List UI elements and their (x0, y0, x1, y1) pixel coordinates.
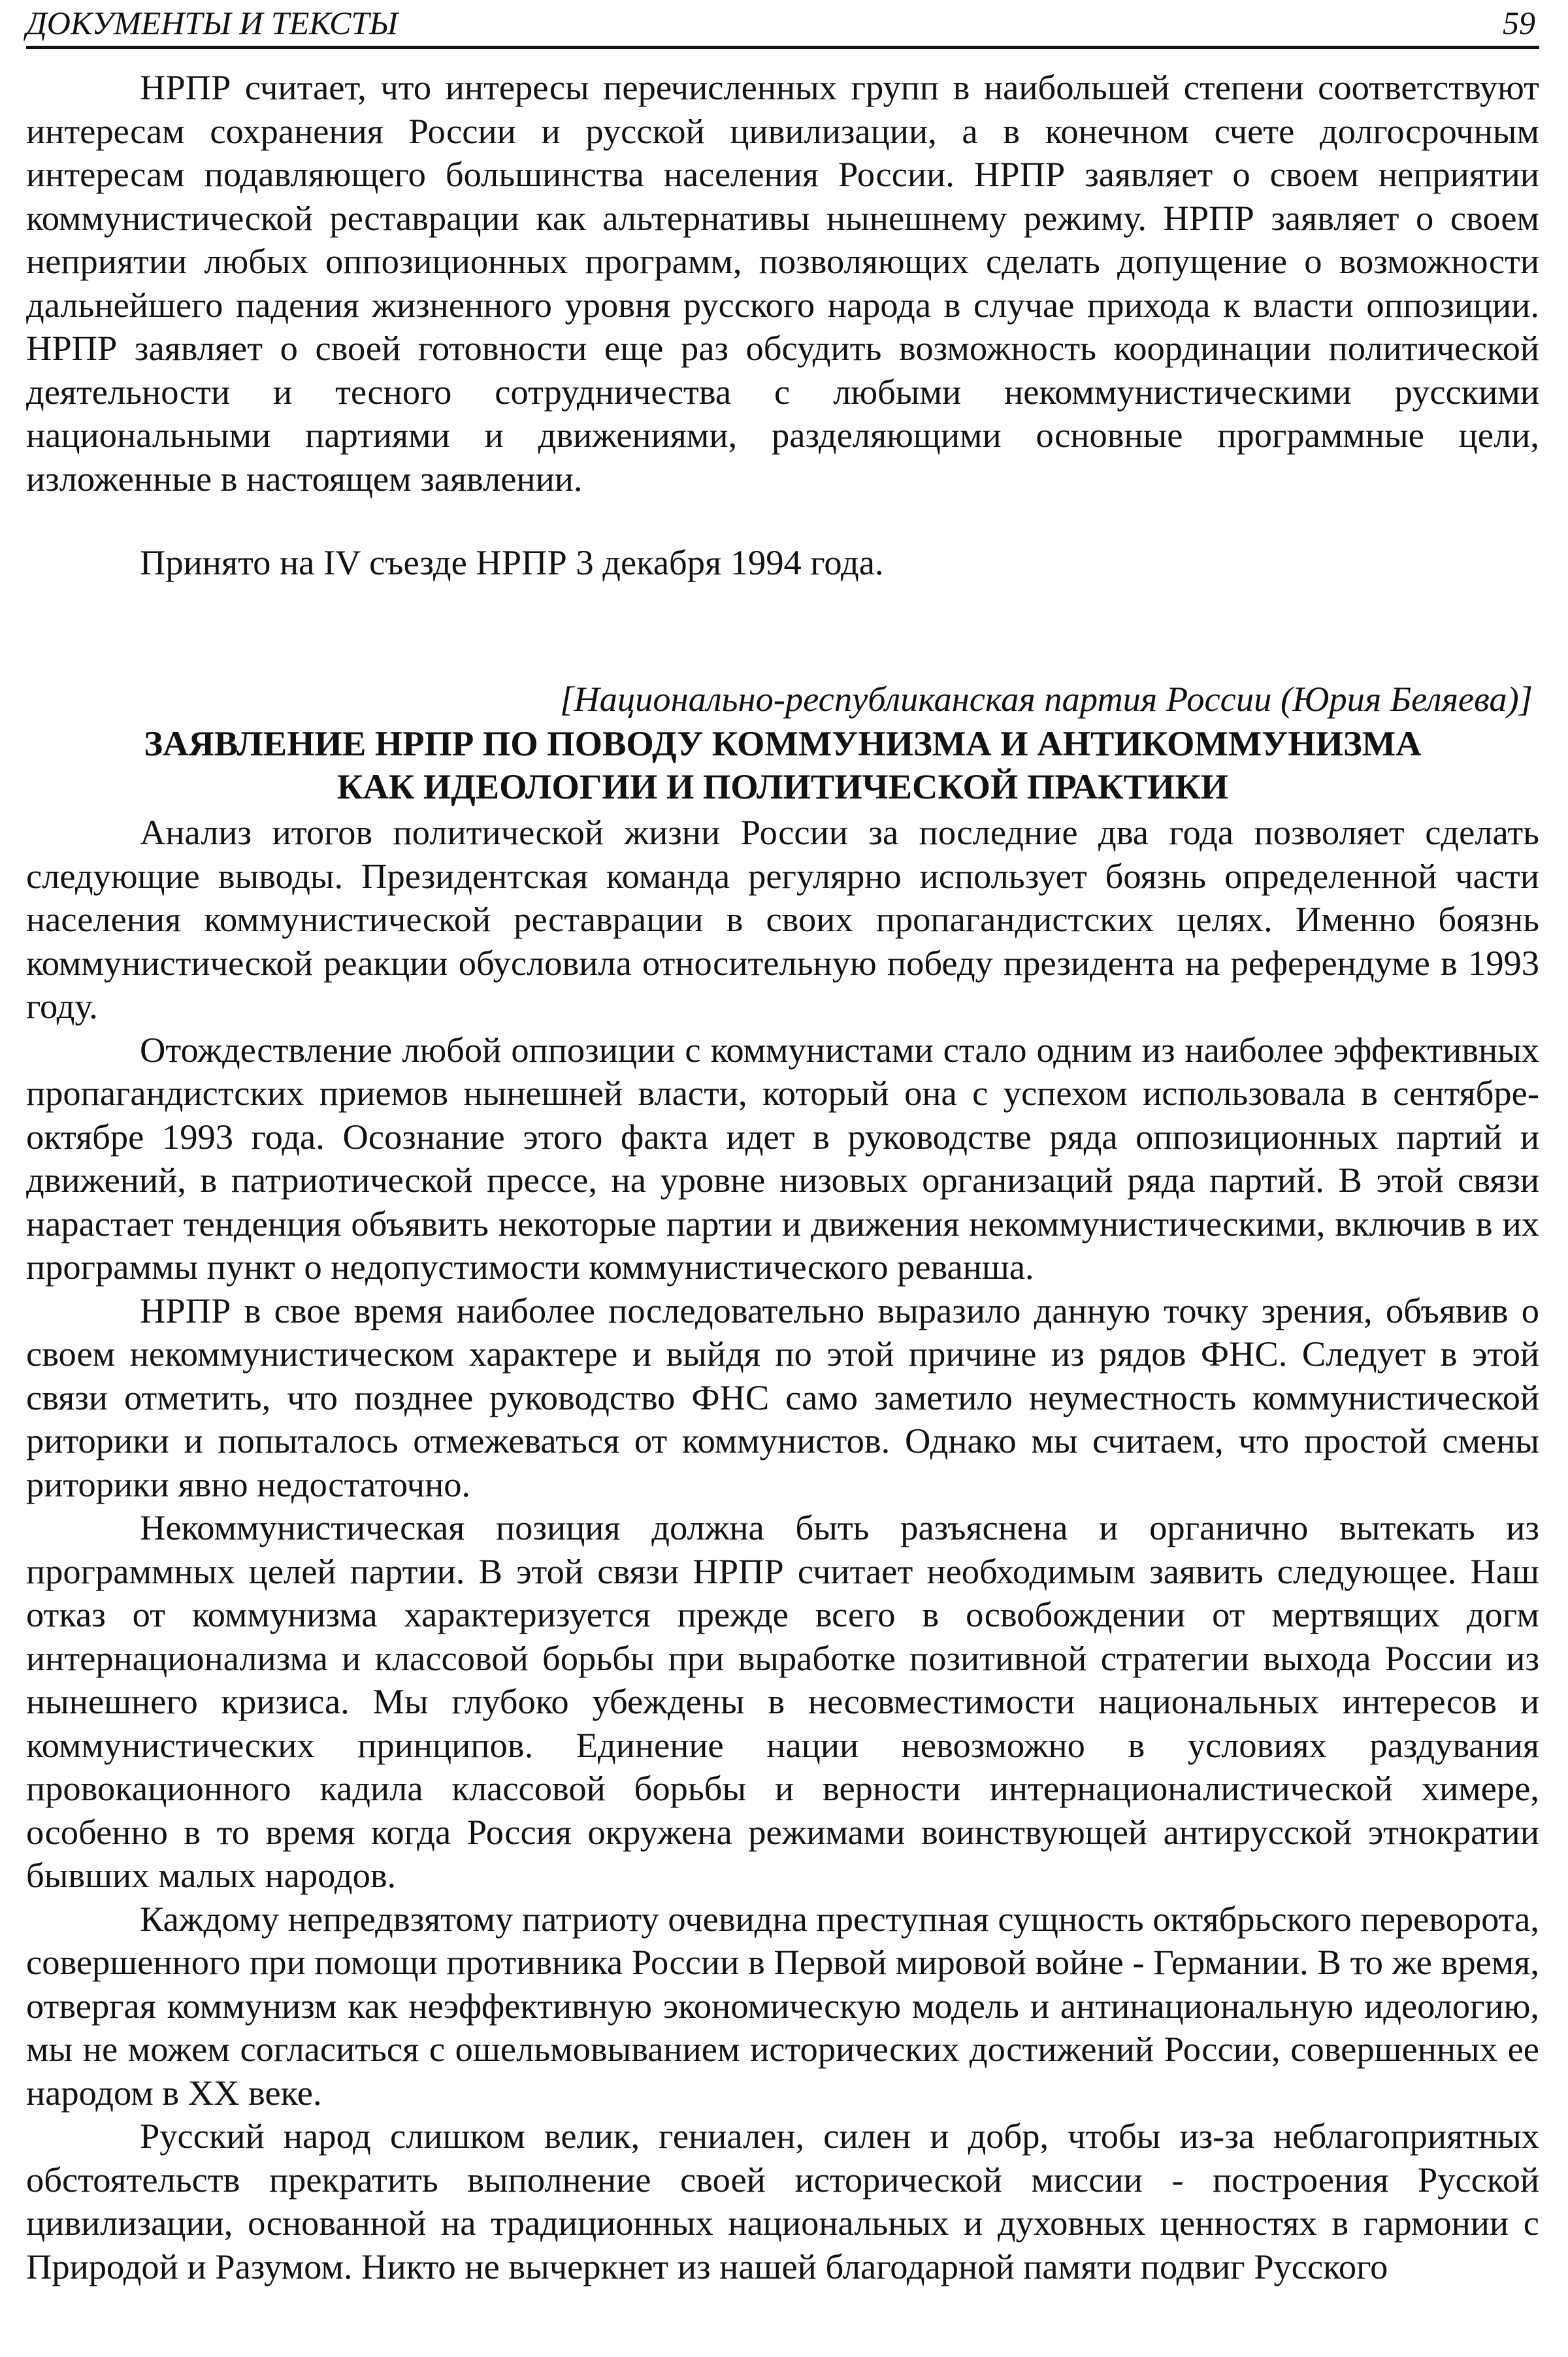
running-header (26, 0, 1539, 49)
document-title (26, 722, 1539, 808)
intro-paragraph: НРПР считает, что интересы перечисленных групп в наибольшей степени соответствуют интересам сохранения России и русской цивилизации, а в конечном счете долгосрочным интересам подавляющего большинства населения России. НРПР заявляет о своем неприятии коммунистической реставрации как альтернативы нынешнему режиму. НРПР заявляет о своем неприятии любых оппозиционных программ, позволяющих сделать допущение о возможности дальнейшего падения жизненного уровня русского народа в случае прихода к власти оппозиции. НРПР заявляет о своей готовности еще раз обсудить возможность координации политической деятельности и тесного сотрудничества с любыми некоммунистическими русскими национальными партиями и движениями, разделяющими основные программные цели, изложенные в настоящем заявлении. (26, 67, 1539, 499)
paragraph-1: Анализ итогов политической жизни России за последние два года позволяет сделать следующие выводы. Президентская команда регулярно использует боязнь определенной части населения коммунистической реставрации в своих пропагандистских целях. Именно боязнь коммунистической реакции обусловила относительную победу президента на референдуме в 1993 году. (26, 812, 1539, 1026)
paragraph-6: Русский народ слишком велик, гениален, силен и добр, чтобы из-за неблагоприятных обстоятельств прекратить выполнение своей исторической миссии - построения Русской цивилизации, основанной на традиционных национальных и духовных ценностях в гармонии с Природой и Разумом. Никто не вычеркнет из нашей благодарной памяти подвиг Русского (26, 2116, 1539, 2286)
accepted-note: Принято на IV съезде НРПР 3 декабря 1994 года. (140, 542, 884, 582)
paragraph-4: Некоммунистическая позиция должна быть разъяснена и органично вытекать из программных целей партии. В этой связи НРПР считает необходимым заявить следующее. Наш отказ от коммунизма характеризуется прежде всего в освобождении от мертвящих догм интернационализма и классовой борьбы при выработке позитивной стратегии выхода России из нынешнего кризиса. Мы глубоко убеждены в несовместимости национальных интересов и коммунистических принципов. Единение нации невозможно в условиях раздувания провокационного кадила классовой борьбы и верности интернационалистической химере, особенно в то время когда Россия окружена режимами воинствующей антирусской этнократии бывших малых народов. (26, 1508, 1539, 1895)
document-body (26, 66, 1539, 2288)
document-page (26, 0, 1539, 2288)
paragraph-5: Каждому непредвзятому патриоту очевидна преступная сущность октябрьского переворота, совершенного при помощи противника России в Первой мировой войне - Германии. В то же время, отвергая коммунизм как неэффективную экономическую модель и антинациональную идеологию, мы не можем согласиться с ошельмовыванием исторических достижений России, совершенных ее народом в XX веке. (26, 1898, 1539, 2113)
paragraph-3: НРПР в свое время наиболее последовательно выразило данную точку зрения, объявив о своем некоммунистическом характере и выйдя по этой причине из рядов ФНС. Следует в этой связи отметить, что позднее руководство ФНС само заметило неуместность коммунистической риторики и попыталось отмежеваться от коммунистов. Однако мы считаем, что простой смены риторики явно недостаточно. (26, 1290, 1539, 1504)
page-number: 59 (1503, 5, 1535, 41)
document-title-line-2: КАК ИДЕОЛОГИИ И ПОЛИТИЧЕСКОЙ ПРАКТИКИ (336, 766, 1229, 806)
attribution: [Национально-республиканская партия России (Юрия Беляева)] (560, 678, 1533, 719)
document-title-line-1: ЗАЯВЛЕНИЕ НРПР ПО ПОВОДУ КОММУНИЗМА И АНТИКОММУНИЗМА (144, 723, 1422, 763)
section-title: ДОКУМЕНТЫ И ТЕКСТЫ (26, 5, 398, 41)
paragraph-2: Отождествление любой оппозиции с коммунистами стало одним из наиболее эффективных пропагандистских приемов нынешней власти, который она с успехом использовала в сентябре-октябре 1993 года. Осознание этого факта идет в руководстве ряда оппозиционных партий и движений, в патриотической прессе, на уровне низовых организаций ряда партий. В этой связи нарастает тенденция объявить некоторые партии и движения некоммунистическими, включив в их программы пункт о недопустимости коммунистического реванша. (26, 1029, 1539, 1287)
